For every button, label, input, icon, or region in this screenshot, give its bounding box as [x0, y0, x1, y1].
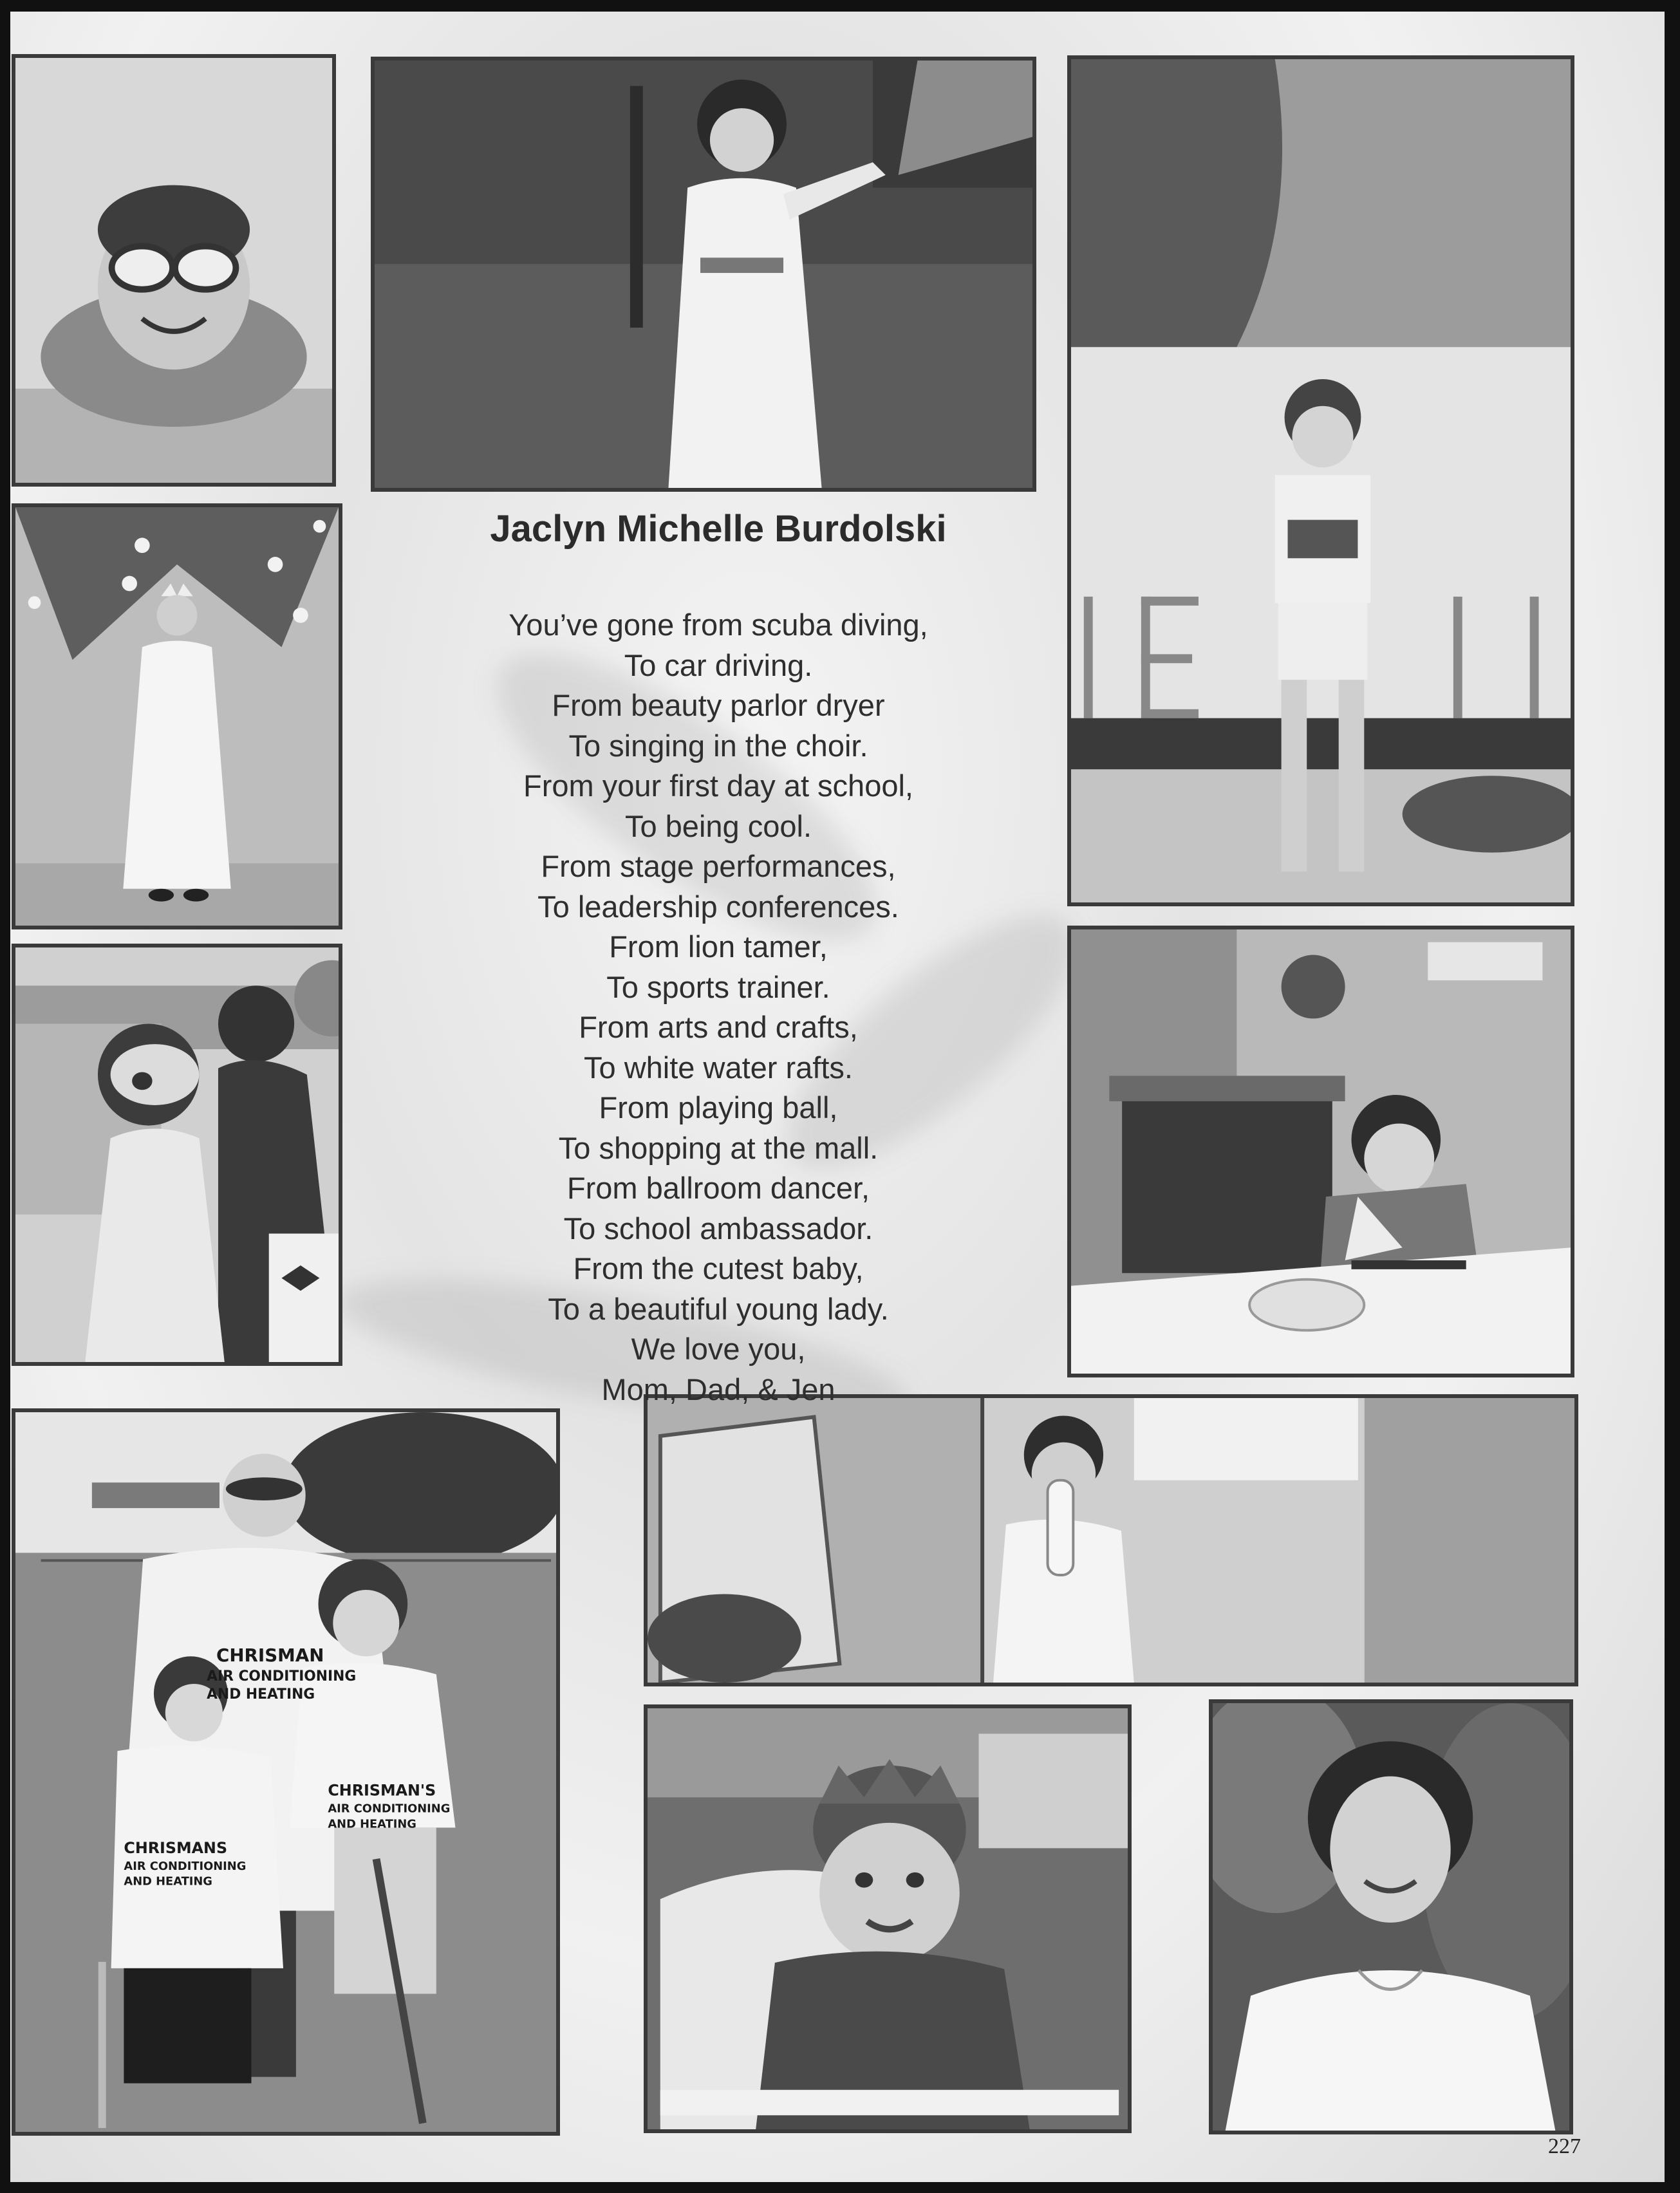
poem-signature: Mom, Dad, & Jen: [601, 1372, 835, 1406]
shirt-text-older-girl: CHRISMAN'S AIR CONDITIONING AND HEATING: [328, 1781, 451, 1831]
poem-closing: We love you,: [631, 1332, 806, 1366]
photo-toddler-high-chair: [1067, 926, 1574, 1377]
page-title: Jaclyn Michelle Burdolski: [490, 508, 947, 550]
poem-line: To singing in the choir.: [568, 728, 868, 763]
shirt-text-father: CHRISMAN AIR CONDITIONING AND HEATING: [207, 1645, 357, 1703]
poem-line: To white water rafts.: [584, 1050, 853, 1085]
poem-line: You’ve gone from scuba diving,: [509, 608, 928, 642]
poem-line: From lion tamer,: [609, 929, 828, 964]
poem-line: To being cool.: [624, 808, 812, 843]
poem-line: To a beautiful young lady.: [548, 1291, 889, 1326]
poem-line: From your first day at school,: [523, 769, 913, 803]
poem-line: To car driving.: [624, 648, 813, 682]
poem-line: From playing ball,: [599, 1090, 838, 1124]
poem-line: From beauty parlor dryer: [552, 688, 885, 722]
poem-line: To sports trainer.: [606, 969, 830, 1004]
photo-young-woman-portrait: [1209, 1699, 1573, 2134]
photo-baby-costume: [644, 1704, 1132, 2133]
photo-girl-crown-white-gown: [12, 503, 342, 929]
photo-toddler-white-dress-dancing: [371, 57, 1036, 492]
poem-line: To shopping at the mall.: [558, 1130, 879, 1165]
photo-toddler-swim-goggles: [12, 54, 336, 487]
poem-line: To school ambassador.: [563, 1211, 873, 1246]
poem-line: To leadership conferences.: [537, 889, 899, 924]
photo-toddler-standing-by-sign: [1067, 55, 1574, 906]
poem: [409, 605, 1027, 1410]
poem-line: From stage performances,: [541, 849, 896, 883]
photo-girl-lion-mask: [12, 944, 342, 1366]
yearbook-page: [10, 12, 1665, 2182]
shirt-text-younger-girl: CHRISMANS AIR CONDITIONING AND HEATING: [124, 1839, 247, 1889]
poem-line: From arts and crafts,: [579, 1010, 858, 1044]
poem-line: From ballroom dancer,: [566, 1171, 870, 1205]
photo-toddler-holding-toy: [644, 1394, 1578, 1686]
poem-line: From the cutest baby,: [573, 1251, 864, 1285]
page-number: 227: [1548, 2134, 1581, 2158]
photo-father-daughters-softball: [12, 1408, 560, 2136]
